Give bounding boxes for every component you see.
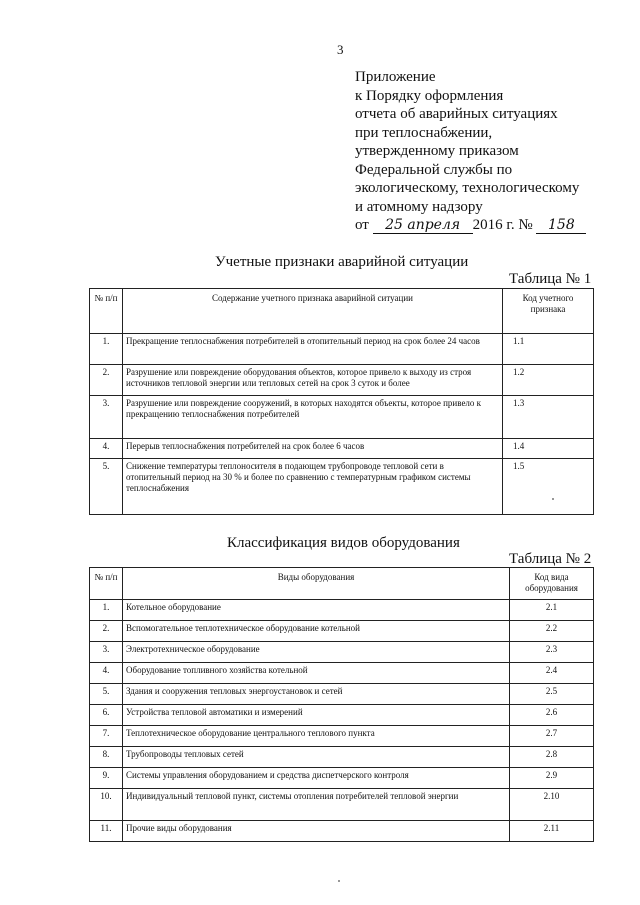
row-text: Оборудование топливного хозяйства котельной (123, 663, 510, 684)
row-code: 1.2 (503, 365, 594, 396)
row-num: 5. (90, 684, 123, 705)
table-row (90, 642, 594, 663)
row-code: 2.11 (510, 821, 594, 842)
page-number: 3 (337, 42, 344, 57)
row-text: Перерыв теплоснабжения потребителей на срок более 6 часов (123, 439, 503, 459)
row-code: 2.4 (510, 663, 594, 684)
row-num: 7. (90, 726, 123, 747)
row-text: Вспомогательное теплотехническое оборудование котельной (123, 621, 510, 642)
table-label-1: Таблица № 1 (509, 271, 592, 287)
row-text: Прочие виды оборудования (123, 821, 510, 842)
section-title-accident-features: Учетные признаки аварийной ситуации (215, 254, 469, 270)
row-text: Индивидуальный тепловой пункт, системы отопления потребителей тепловой энергии (123, 789, 510, 821)
annex-line: и атомному надзору (355, 198, 483, 215)
annex-line: утвержденному приказом (355, 143, 519, 159)
row-text: Разрушение или повреждение сооружений, в которых находятся объекты, которое привело к прекращению теплоснабжения потребителей (123, 396, 503, 439)
row-code: 1.1 (503, 334, 594, 365)
table-row (90, 621, 594, 642)
table-row (90, 684, 594, 705)
header-num: № п/п (90, 568, 123, 600)
row-text: Котельное оборудование (123, 600, 510, 621)
row-num: 3. (90, 642, 123, 663)
table-row (90, 726, 594, 747)
row-num: 1. (90, 334, 123, 365)
table-row (90, 705, 594, 726)
row-num: 2. (90, 365, 123, 396)
row-code: 2.1 (510, 600, 594, 621)
row-text: Снижение температуры теплоносителя в подающем трубопроводе тепловой сети в отопительный период на 30 % и более по сравнению с температурным графиком системы теплоснабжения (123, 459, 503, 515)
row-num: 8. (90, 747, 123, 768)
accident-features-table (89, 288, 594, 515)
header-content: Виды оборудования (123, 568, 510, 600)
row-text: Трубопроводы тепловых сетей (123, 747, 510, 768)
annex-block (355, 68, 617, 235)
row-text: Электротехническое оборудование (123, 642, 510, 663)
scan-speck (552, 498, 554, 500)
date-prefix: от (355, 217, 369, 233)
scan-speck (338, 880, 340, 882)
row-num: 6. (90, 705, 123, 726)
row-code: 2.3 (510, 642, 594, 663)
row-num: 2. (90, 621, 123, 642)
table-row (90, 396, 594, 439)
row-text: Здания и сооружения тепловых энергоустановок и сетей (123, 684, 510, 705)
row-text: Системы управления оборудованием и средства диспетчерского контроля (123, 768, 510, 789)
table-label-2: Таблица № 2 (509, 551, 592, 567)
row-num: 9. (90, 768, 123, 789)
annex-line: Приложение (355, 69, 436, 85)
row-code: 1.3 (503, 396, 594, 439)
table-row (90, 365, 594, 396)
row-text: Устройства тепловой автоматики и измерений (123, 705, 510, 726)
row-num: 5. (90, 459, 123, 515)
table-header-row (90, 289, 594, 334)
row-code: 2.8 (510, 747, 594, 768)
row-text: Разрушение или повреждение оборудования объектов, которое привело к выходу из строя источников тепловой энергии или тепловых сетей на срок 3 суток и более (123, 365, 503, 396)
row-num: 4. (90, 439, 123, 459)
table-row (90, 334, 594, 365)
row-num: 1. (90, 600, 123, 621)
annex-line: экологическому, технологическому (355, 180, 580, 196)
row-code: 2.7 (510, 726, 594, 747)
annex-line: к Порядку оформления (355, 87, 504, 104)
table-row (90, 747, 594, 768)
row-text: Прекращение теплоснабжения потребителей в отопительный период на срок более 24 часов (123, 334, 503, 365)
row-code: 1.4 (503, 439, 594, 459)
section-title-equipment-classification: Классификация видов оборудования (227, 535, 460, 551)
row-code: 2.10 (510, 789, 594, 821)
row-code: 2.2 (510, 621, 594, 642)
table-row (90, 663, 594, 684)
header-code: Код учетного признака (503, 289, 594, 334)
row-num: 3. (90, 396, 123, 439)
header-code: Код вида оборудования (510, 568, 594, 600)
table-row (90, 459, 594, 515)
row-code: 2.6 (510, 705, 594, 726)
header-num: № п/п (90, 289, 123, 334)
table-row (90, 789, 594, 821)
handwritten-order-number: 158 (536, 218, 586, 234)
row-code: 2.5 (510, 684, 594, 705)
handwritten-date: 25 апреля (373, 218, 473, 234)
row-text: Теплотехническое оборудование центрального теплового пункта (123, 726, 510, 747)
annex-line: при теплоснабжении, (355, 124, 493, 141)
annex-line: Федеральной службы по (355, 161, 513, 178)
equipment-classification-table (89, 567, 594, 842)
date-year: 2016 г. № (472, 217, 533, 233)
row-code: 2.9 (510, 768, 594, 789)
header-content: Содержание учетного признака аварийной ситуации (123, 289, 503, 334)
order-date-line (355, 216, 617, 235)
row-num: 10. (90, 789, 123, 821)
annex-line: отчета об аварийных ситуациях (355, 106, 558, 122)
table-header-row (90, 568, 594, 600)
row-num: 11. (90, 821, 123, 842)
table-row (90, 439, 594, 459)
table-row (90, 768, 594, 789)
table-row (90, 821, 594, 842)
table-row (90, 600, 594, 621)
row-num: 4. (90, 663, 123, 684)
row-code: 1.5 (503, 459, 594, 515)
